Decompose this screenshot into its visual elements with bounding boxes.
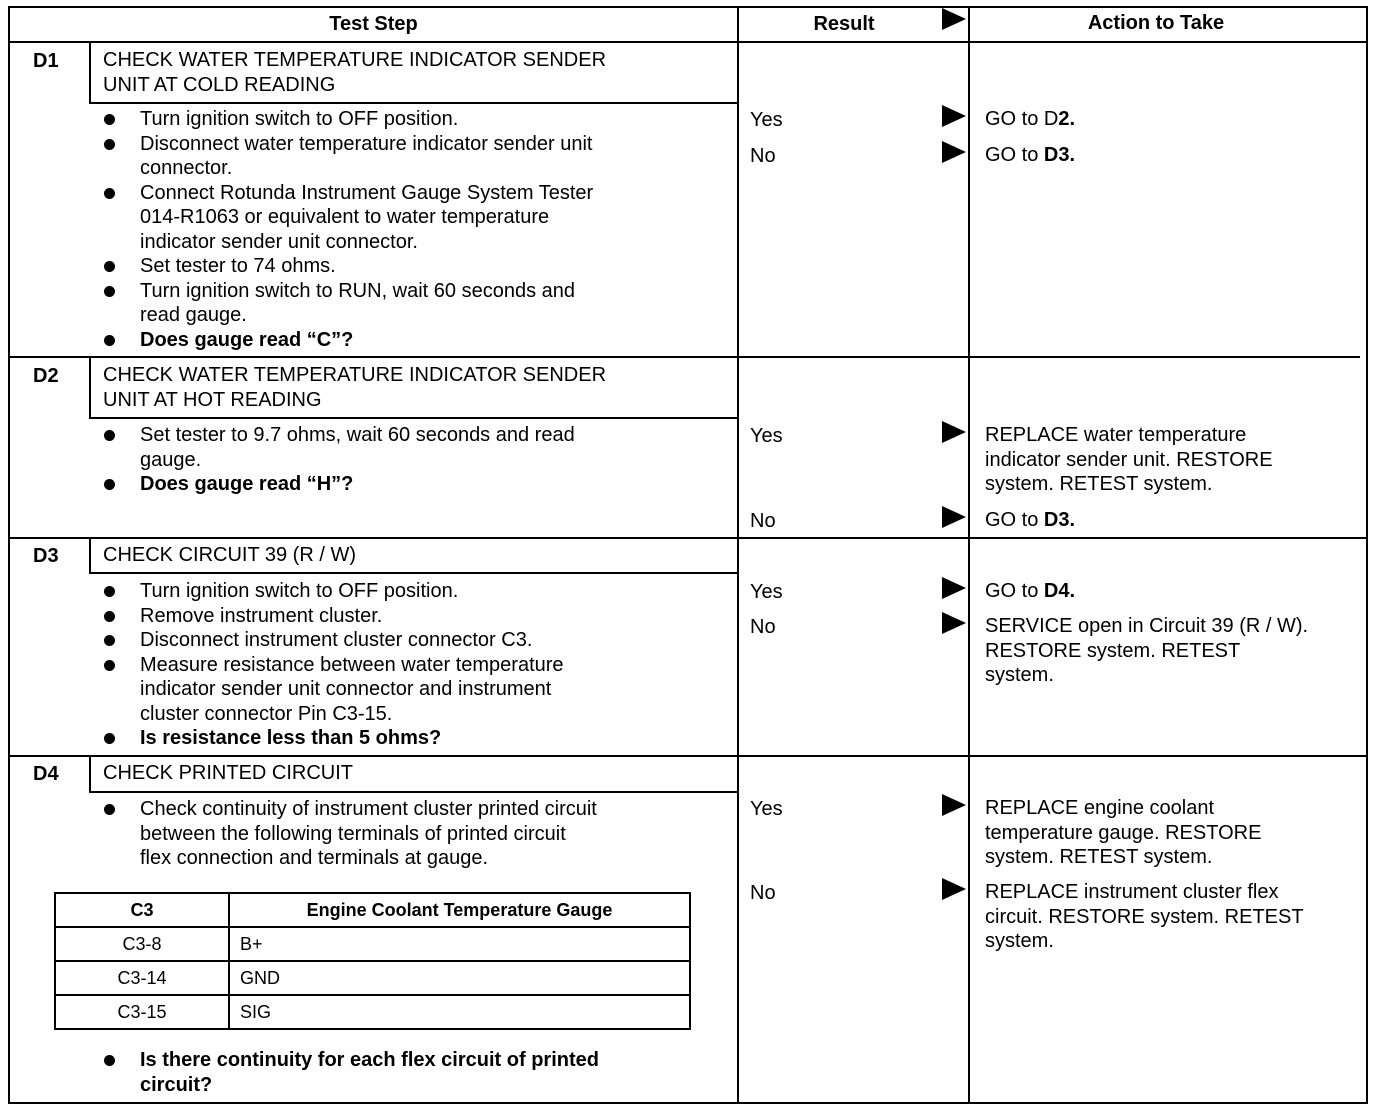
pin-cell: C3-8 [55, 927, 229, 961]
action-yes-d3: GO to D4. [985, 580, 1076, 602]
result-yes-d3: Yes [750, 581, 783, 603]
bullet-item: Turn ignition switch to OFF position. [101, 107, 593, 132]
step-separator-d2 [8, 356, 1360, 358]
signal-cell: GND [229, 961, 690, 995]
step-id-d4: D4 [33, 763, 59, 785]
arrow-icon [942, 105, 966, 127]
arrow-icon [942, 577, 966, 599]
id-divider-d1 [89, 42, 91, 104]
step-id-d1: D1 [33, 50, 59, 72]
result-no-d1: No [750, 145, 776, 167]
bullet-item: Remove instrument cluster. [101, 604, 564, 629]
column-divider-action [968, 6, 970, 1104]
bullet-item: Set tester to 9.7 ohms, wait 60 seconds and read gauge. [101, 423, 575, 472]
bullet-item: Turn ignition switch to OFF position. [101, 579, 564, 604]
bullet-item: Check continuity of instrument cluster printed circuit between the following terminals of printed circuit flex connection and terminals at gauge. [101, 797, 597, 871]
signal-cell: B+ [229, 927, 690, 961]
table-border-top [8, 6, 1368, 8]
step-question-d4 [101, 1048, 599, 1097]
action-no-d2: GO to D3. [985, 509, 1076, 531]
id-divider-d4 [89, 756, 91, 793]
bullet-item: Disconnect instrument cluster connector C3. [101, 628, 564, 653]
arrow-icon [942, 506, 966, 528]
action-yes-d4: REPLACE engine coolant temperature gauge. RESTORE system. RETEST system. [985, 797, 1262, 868]
arrow-icon [942, 794, 966, 816]
arrow-icon [942, 878, 966, 900]
action-no-d1: GO to D3. [985, 144, 1076, 166]
question-item: Is there continuity for each flex circuit of printed circuit? [101, 1048, 599, 1097]
step-title-d3: CHECK CIRCUIT 39 (R / W) [103, 544, 356, 566]
pin-cell: C3-14 [55, 961, 229, 995]
title-rule-d4 [90, 791, 738, 793]
header-action: Action to Take [1087, 12, 1225, 34]
step-id-d3: D3 [33, 545, 59, 567]
title-rule-d1 [90, 102, 738, 104]
step-bullets-d1 [101, 107, 593, 352]
column-divider-result [737, 6, 739, 1104]
id-divider-d3 [89, 538, 91, 574]
arrow-icon [942, 141, 966, 163]
table-row [55, 995, 690, 1029]
arrow-icon [942, 421, 966, 443]
pin-table-header-gauge: Engine Coolant Temperature Gauge [229, 893, 690, 927]
title-rule-d3 [90, 572, 738, 574]
title-rule-d2 [90, 417, 738, 419]
result-yes-d2: Yes [750, 425, 783, 447]
result-yes-d1: Yes [750, 109, 783, 131]
step-bullets-d4 [101, 797, 597, 871]
step-title-d4: CHECK PRINTED CIRCUIT [103, 762, 354, 784]
step-title-d1: CHECK WATER TEMPERATURE INDICATOR SENDER UNIT AT COLD READING [103, 49, 607, 96]
bullet-item: Connect Rotunda Instrument Gauge System Tester 014-R1063 or equivalent to water temperature indicator sender unit connector. [101, 181, 593, 255]
question-item: Is resistance less than 5 ohms? [101, 726, 564, 751]
pin-table-header [55, 893, 690, 927]
table-row [55, 927, 690, 961]
result-no-d4: No [750, 882, 776, 904]
table-row [55, 961, 690, 995]
bullet-item: Measure resistance between water temperature indicator sender unit connector and instrument cluster connector Pin C3-15. [101, 653, 564, 727]
action-yes-d2: REPLACE water temperature indicator sender unit. RESTORE system. RETEST system. [985, 424, 1273, 495]
id-divider-d2 [89, 357, 91, 419]
action-no-d3: SERVICE open in Circuit 39 (R / W). RESTORE system. RETEST system. [985, 615, 1309, 686]
bullet-item: Set tester to 74 ohms. [101, 254, 593, 279]
step-separator-d3 [8, 537, 1368, 539]
result-yes-d4: Yes [750, 798, 783, 820]
step-bullets-d3 [101, 579, 564, 751]
table-border-right [1366, 6, 1368, 1104]
header-result: Result [813, 13, 875, 35]
bullet-item: Turn ignition switch to RUN, wait 60 seconds and read gauge. [101, 279, 593, 328]
table-border-left [8, 6, 10, 1104]
pin-cell: C3-15 [55, 995, 229, 1029]
table-border-bottom [8, 1102, 1368, 1104]
question-item: Does gauge read “H”? [101, 472, 575, 497]
header-test-step: Test Step [329, 13, 418, 35]
question-item: Does gauge read “C”? [101, 328, 593, 353]
header-rule [8, 41, 1368, 43]
header-arrow-icon [942, 8, 966, 30]
step-separator-d4 [8, 755, 1368, 757]
result-no-d3: No [750, 616, 776, 638]
signal-cell: SIG [229, 995, 690, 1029]
step-title-d2: CHECK WATER TEMPERATURE INDICATOR SENDER UNIT AT HOT READING [103, 364, 607, 411]
pin-table-header-c3: C3 [55, 893, 229, 927]
bullet-item: Disconnect water temperature indicator sender unit connector. [101, 132, 593, 181]
step-id-d2: D2 [33, 365, 59, 387]
action-no-d4: REPLACE instrument cluster flex circuit. RESTORE system. RETEST system. [985, 881, 1304, 952]
step-bullets-d2 [101, 423, 575, 497]
result-no-d2: No [750, 510, 776, 532]
action-yes-d1: GO to D2. [985, 108, 1076, 130]
arrow-icon [942, 612, 966, 634]
pin-table [54, 892, 691, 1030]
